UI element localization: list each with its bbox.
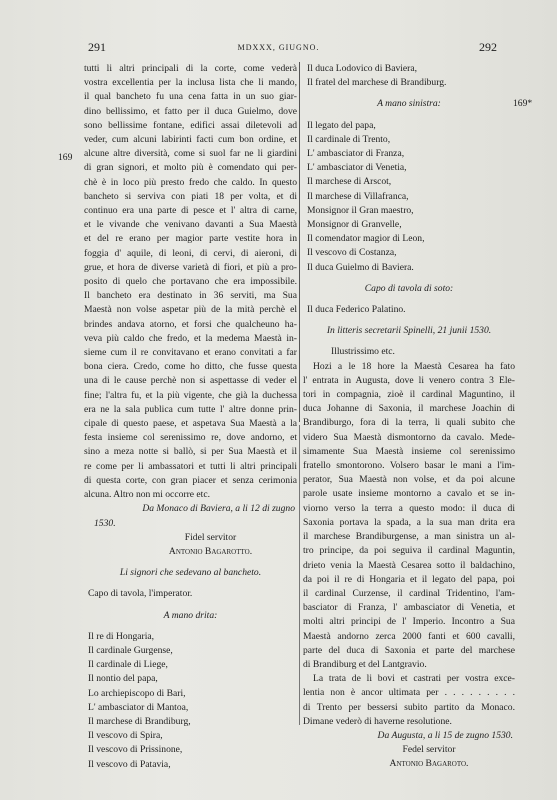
text-line: Dimane vederò di haverne resolutione. <box>303 715 452 727</box>
text-line: foggia d' aquile, di leoni, di cervi, di aieroni, di <box>84 247 297 259</box>
top-list <box>303 62 515 90</box>
text-line: Maestà andorno zerca 2000 fanti et 600 cavalli, <box>303 630 515 642</box>
list-item: Il legato del papa, <box>307 119 376 131</box>
text-line: bona ciera. Credo, come ho ditto, che fusse questa <box>84 361 297 373</box>
signature-line-1: Fedel servitor <box>402 744 456 756</box>
text-line: fratello smontorono. Volsero basar le mani a l'im- <box>303 460 515 472</box>
text-line: tutti li altri principali di la corte, come vederà <box>84 63 297 74</box>
text-line: duca Johanne di Saxonia, il marchese Joachin di <box>303 403 515 415</box>
text-line: grue, et hora de diverse varietà di fiori, et più a pro- <box>84 261 297 273</box>
text-line: La trata de li bovi et castrati per vostra exce- <box>313 673 515 685</box>
list-item: Il vescovo di Spira, <box>88 730 163 742</box>
left-page-number: 291 <box>88 40 106 54</box>
text-line: chè è in loco più presto fredo che caldo. In questo <box>84 176 297 188</box>
text-line: il qual bancheto fu una cena fatta in un suo giar- <box>84 91 297 103</box>
signature-line-1: Fidel servitor <box>184 531 237 543</box>
list-item: L' ambasciator di Venetia, <box>307 162 407 174</box>
text-line: bancheto si serviva con piati 18 per volta, et di <box>84 190 297 202</box>
palatino-line: Il duca Federico Palatino. <box>307 304 406 316</box>
text-line: Maestà non volse aspetar più de la mità perchè el <box>84 304 297 316</box>
text-line: perator, Sua Maestà non volse, et da poi alcune <box>303 474 515 486</box>
text-line: l' entrata in Augusta, dove li venero contra 3 Ele- <box>303 374 515 386</box>
text-line: una di le cause perchè non si aspettasse di veder el <box>84 375 297 387</box>
mano-sinistra-heading: A mano sinistra: <box>377 98 441 110</box>
list-item: Il cardinale Gurgense, <box>88 644 173 656</box>
text-line: molti altri principi de l' Imperio. Incontro a Sua <box>303 616 515 628</box>
text-line: cipale di questo paese, et aspetava Sua Maestà a la <box>84 418 297 430</box>
text-line: et del re erano per magior parte vestite hora in <box>84 233 297 245</box>
left-column <box>84 62 297 772</box>
list-item: L' ambasciator di Mantoa, <box>88 701 189 713</box>
list-item: Il vescovo di Patavia, <box>88 758 171 770</box>
text-line: sono bellissime fontane, edifici assai diletevoli ad <box>84 119 297 131</box>
text-line: videro Sua Maestà dismontorno da cavalo. Mede- <box>303 431 515 443</box>
text-line: dino bellissimo, et fatto per il duca Guielmo, dove <box>84 105 297 117</box>
text-line: lentia non è ancor ultimata per . . . . . . . . . <box>303 687 515 699</box>
text-line: Hozi a le 18 hore la Maestà Cesarea ha fato <box>313 360 515 372</box>
text-line: et le vivande che venivano davanti a Sua Maestà <box>84 219 297 231</box>
text-line: re come per li ambassatori et tutti li altri principali <box>84 460 297 472</box>
text-line: tori in compagnia, zioè il cardinal Maguntino, il <box>303 389 515 401</box>
running-header: MDXXX, GIUGNO. <box>237 43 320 52</box>
text-line: posito di quelo che portavano che era impossibile. <box>84 276 297 288</box>
list-item: Il cardinale di Trento, <box>307 133 391 145</box>
text-line: sino a meza notte si ballò, si per Sua Maestà et il <box>84 446 297 458</box>
text-line: era ne la sala publica cum tutte l' altre donne prin- <box>84 403 297 415</box>
capo-di-tavola: Capo di tavola, l'imperator. <box>88 588 193 600</box>
capo-soto-heading: Capo di tavola di soto: <box>364 282 454 294</box>
text-line: brindes andava atorno, et forsi che qualcheuno ha- <box>84 318 297 330</box>
text-line: di gran signori, et molto più è comendato qui per- <box>84 162 297 174</box>
text-line: il cardinal Curzense, il cardinal Tridentino, l'am- <box>303 587 515 599</box>
text-line: alcuna. Altro non mi occorre etc. <box>84 489 211 501</box>
text-line: veva più caldo che fredo, et la medema Maestà in- <box>84 332 297 344</box>
list-item: Lo archiepiscopo di Bari, <box>88 687 186 699</box>
litteris-heading: In litteris secretarii Spinelli, 21 junii 1530. <box>326 325 492 337</box>
list-item: Monsignor di Granvelle, <box>307 219 402 231</box>
text-line: di Brandiburg et del Lantgravio. <box>303 658 427 670</box>
text-line: di questa corte, con gran piacer et senza cerimonia <box>84 474 297 486</box>
list-item: Il marchese di Villafranca, <box>307 190 409 202</box>
drita-list <box>84 630 297 772</box>
text-line: simamente Sua Maestà insieme col serenissimo <box>303 445 515 457</box>
text-line: Il bancheto era destinato in 36 serviti, ma Sua <box>84 290 297 302</box>
text-line: veder, cum alcuni labirinti facti cum bon ordine, et <box>84 134 297 146</box>
list-item: Il duca Guielmo di Baviera. <box>307 261 414 273</box>
signature-name: Antonio Bagarotto. <box>168 545 253 557</box>
dateline-line-2: 1530. <box>94 517 116 529</box>
margin-number-left: 169 <box>58 152 73 163</box>
list-item: L' ambasciator di Franza, <box>307 148 405 160</box>
list-item: Il duca Lodovico di Baviera, <box>307 63 418 74</box>
list-item: Il fratel del marchese di Brandiburg. <box>307 77 447 89</box>
right-page-number: 292 <box>479 40 497 54</box>
text-line: viorno verso la terra a questo modo: il duca di <box>303 502 515 514</box>
left-paragraph <box>84 62 297 502</box>
text-line: vostra excellentia per la inclusa lista che li mando, <box>84 77 297 89</box>
list-item: Il nontio del papa, <box>88 673 158 685</box>
list-item: Il cardinale di Liege, <box>88 659 168 671</box>
list-item: Il vescovo di Costanza, <box>307 247 397 259</box>
list-item: Monsignor il Gran maestro, <box>307 204 414 216</box>
text-line: da poi il re di Hongaria et il legato del papa, poi <box>303 573 515 585</box>
list-title: Li signori che sedevano al bancheto. <box>119 567 262 579</box>
text-line: basciator di Franza, l' ambasciator di Venetia, et <box>303 602 515 614</box>
list-item: Il marchese di Arscot, <box>307 176 392 188</box>
text-line: continuo era una parte di pesce et l' altra di carne, <box>84 205 297 217</box>
text-line: parte del duca di Saxonia et parte del marchese <box>303 644 515 656</box>
text-line: parole usate insieme montorno a cavalo et se in- <box>303 488 515 500</box>
right-paragraph <box>303 360 515 672</box>
text-line: Brandiburgo, fora di la terra, li quali subito che <box>303 417 515 429</box>
salutation: Illustrissimo etc. <box>331 346 395 358</box>
column-divider-lower <box>299 425 300 725</box>
dateline-line-1: Da Monaco di Baviera, a li 12 di zugno <box>142 503 295 515</box>
text-line: il marchese Brandiburgense, a man sinistra un al- <box>303 531 515 543</box>
text-line: sieme cum il re convitavano et erano convitati a far <box>84 347 297 359</box>
sinistra-list <box>303 119 515 275</box>
list-item: Il vescovo di Prissinone, <box>88 744 183 756</box>
margin-number-right: 169* <box>513 98 533 109</box>
dateline: Da Augusta, a li 15 de zugno 1530. <box>377 729 513 741</box>
signature-name: Antonio Bagaroto. <box>389 758 469 770</box>
right-column <box>303 62 515 772</box>
text-line: fine; l'altra fu, et la più vigente, che già la duchessa <box>84 389 297 401</box>
mano-drita-heading: A mano drita: <box>163 609 218 621</box>
text-line: festa insieme col serenissimo re, dove andorno, et <box>84 432 297 444</box>
text-line: alcune altre diversità, come si suol far ne li giardini <box>84 148 297 160</box>
text-line: Saxonia portava la spada, a la sua man drita era <box>303 516 515 528</box>
list-item: Il comendator magior di Leon, <box>307 233 425 245</box>
text-line: di Trento per bessersi subito partito da Monaco. <box>303 701 515 713</box>
list-item: Il re di Hongaria, <box>88 630 155 642</box>
list-item: Il marchese di Brandiburg, <box>88 715 191 727</box>
column-divider <box>299 62 300 422</box>
text-line: drieto venia la Maestà Cesarea sotto il baldachino, <box>303 559 515 571</box>
right-paragraph-2 <box>303 672 515 729</box>
text-line: tro principe, da poi seguiva il cardinal Maguntin, <box>303 545 515 557</box>
